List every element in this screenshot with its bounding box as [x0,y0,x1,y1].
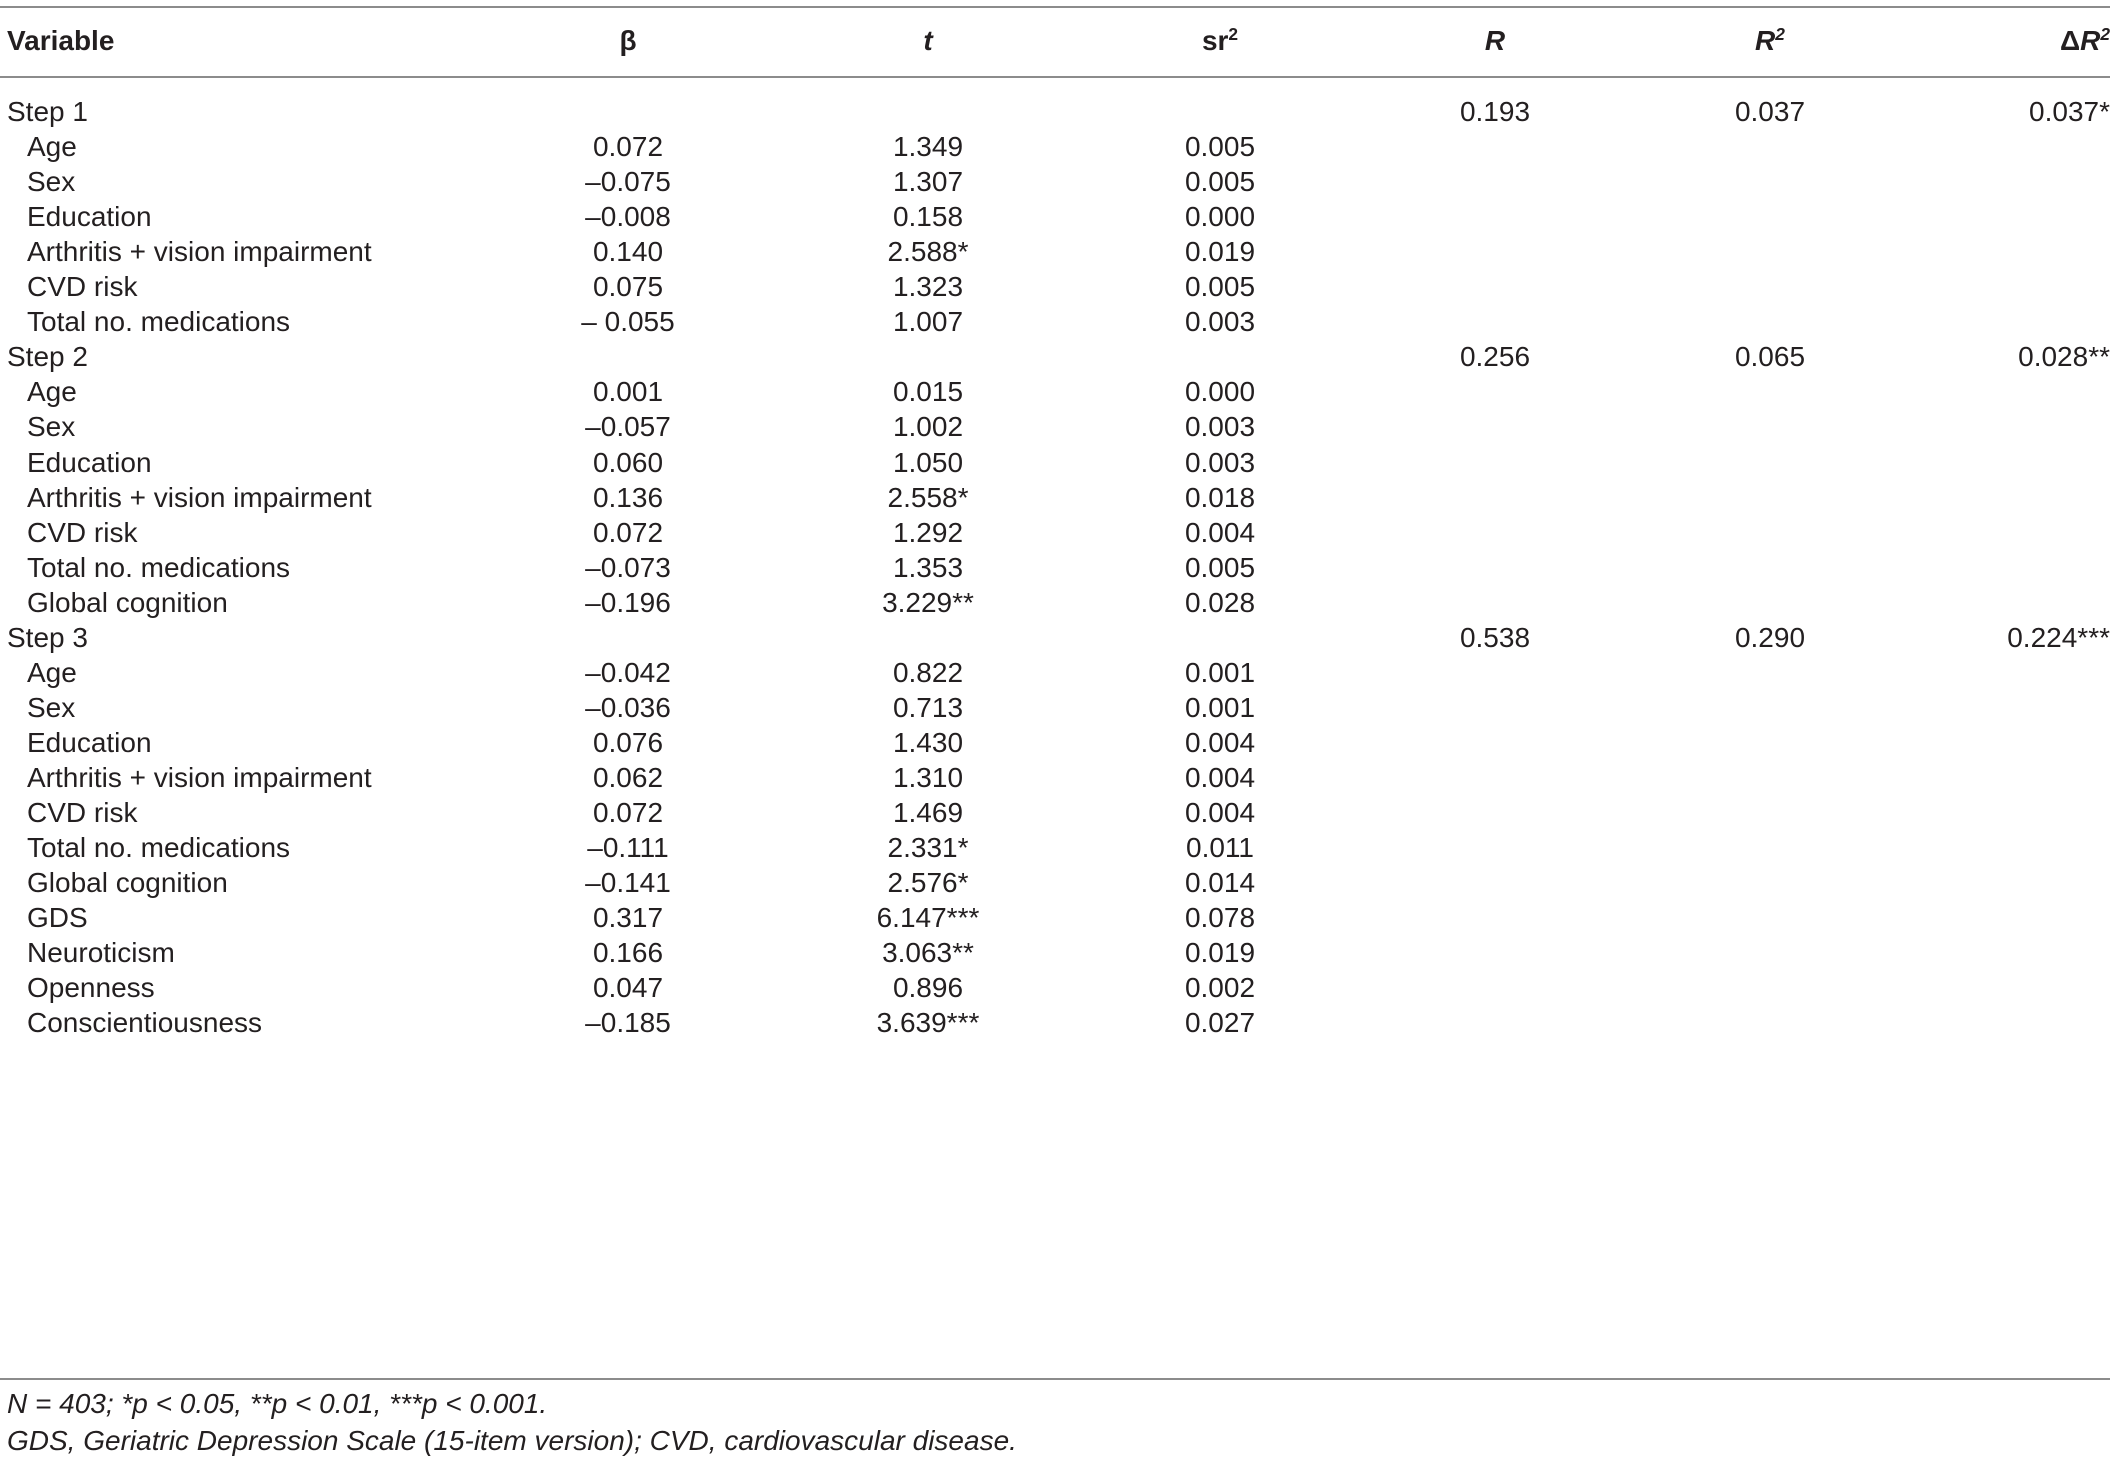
cell-t: 2.558* [887,481,969,513]
cell-sr2: 0.004 [1184,726,1256,758]
cell-beta: 0.072 [592,516,664,548]
cell-variable: Arthritis + vision impairment [27,236,372,268]
header-sr2-base: sr [1201,25,1229,56]
cell-variable: Sex [27,691,76,723]
cell-beta: –0.111 [587,832,669,864]
cell-beta: –0.185 [585,1007,671,1039]
cell-t: 0.713 [892,691,964,723]
header-R2-sup: 2 [1775,24,1785,45]
cell-t: 6.147*** [876,902,980,934]
cell-delta-R2: 0.037* [2029,96,2110,127]
cell-sr2: 0.005 [1184,271,1256,303]
header-delta-R2-sup: 2 [2100,24,2110,45]
cell-variable: Education [27,446,152,478]
cell-beta: 0.072 [592,797,664,828]
cell-variable: Education [27,201,152,233]
cell-beta: 0.062 [592,761,664,793]
cell-beta: 0.047 [592,972,664,1004]
cell-variable: CVD risk [27,516,138,548]
cell-variable: Arthritis + vision impairment [27,761,372,793]
cell-t: 1.323 [892,271,964,303]
cell-sr2: 0.014 [1184,867,1256,899]
cell-sr2: 0.000 [1184,376,1256,408]
header-delta-R2-base: R [2080,25,2101,56]
cell-R2: 0.065 [1734,341,1806,373]
cell-beta: –0.075 [585,166,671,198]
cell-t: 0.015 [892,376,964,408]
cell-t: 1.007 [892,306,964,338]
cell-R: 0.193 [1459,96,1531,127]
cell-variable: Step 2 [7,341,88,373]
cell-variable: Age [27,376,77,408]
cell-sr2: 0.001 [1184,656,1256,688]
cell-R: 0.538 [1459,621,1531,653]
cell-sr2: 0.028 [1184,586,1256,618]
header-sr2 [1100,17,1340,64]
cell-R [1375,999,1615,1046]
header-sr2-sup: 2 [1228,24,1239,45]
cell-sr2: 0.011 [1186,832,1254,864]
cell-R2: 0.290 [1734,621,1806,653]
cell-t: 1.002 [892,411,964,443]
cell-variable: Step 3 [7,621,88,653]
cell-sr2: 0.003 [1184,411,1256,443]
cell-delta-R2: 0.028** [2018,341,2110,373]
cell-variable: GDS [27,902,88,934]
cell-variable: Neuroticism [27,937,175,969]
cell-sr2: 0.000 [1184,201,1256,233]
header-R: R [1484,25,1506,56]
cell-beta: –0.196 [585,586,671,618]
cell-R: 0.256 [1459,341,1531,373]
cell-variable: Conscientiousness [27,1007,263,1039]
cell-beta: – 0.055 [581,306,675,338]
cell-t: 3.063** [882,937,974,969]
cell-delta-R2: 0.224*** [2007,621,2110,653]
cell-beta: –0.057 [585,411,671,443]
cell-t: 1.307 [892,166,964,198]
cell-sr2: 0.001 [1184,691,1256,723]
cell-sr2: 0.005 [1184,166,1256,198]
cell-R2: 0.037 [1734,96,1806,127]
cell-sr2: 0.018 [1184,481,1256,513]
cell-beta: 0.075 [592,271,664,303]
cell-t: 3.639*** [876,1007,980,1039]
cell-sr2: 0.027 [1184,1007,1256,1039]
cell-beta: –0.141 [585,867,671,899]
table-header-rule [0,76,2110,78]
cell-variable: Education [27,726,152,758]
cell-sr2: 0.005 [1184,551,1256,583]
cell-variable: Total no. medications [27,832,291,864]
header-delta-symbol: Δ [2059,25,2081,56]
header-delta-R2 [1870,17,2110,64]
header-variable: Variable [7,25,115,56]
cell-variable: Sex [27,166,76,198]
table-footnote-significance: N = 403; *p < 0.05, **p < 0.01, ***p < 0.001. [7,1388,548,1419]
cell-t: 2.576* [887,867,969,899]
cell-t: 1.310 [892,761,964,793]
cell-variable: Age [27,131,77,163]
cell-variable: Arthritis + vision impairment [27,481,372,513]
cell-sr2: 0.002 [1184,972,1256,1004]
cell-variable: Total no. medications [27,551,291,583]
cell-t: 1.349 [892,131,964,163]
cell-R2 [1650,999,1890,1046]
cell-sr2: 0.003 [1184,446,1256,478]
cell-t: 2.331* [887,832,969,864]
cell-beta: –0.073 [585,551,671,583]
cell-variable: Age [27,656,77,688]
cell-sr2: 0.004 [1184,761,1256,793]
cell-beta: 0.001 [592,376,664,408]
cell-variable: Openness [27,972,155,1004]
table-row [0,999,2118,1046]
cell-beta: 0.076 [592,726,664,758]
cell-sr2: 0.078 [1184,902,1256,934]
cell-t: 3.229** [882,586,974,618]
cell-t: 1.430 [892,726,964,758]
header-t: t [923,25,933,56]
cell-beta: 0.072 [592,131,664,163]
cell-variable: Global cognition [27,867,228,899]
cell-beta: –0.036 [585,691,671,723]
cell-beta: 0.166 [592,937,664,969]
cell-beta: 0.136 [592,481,664,513]
cell-variable: CVD risk [27,797,138,828]
cell-t: 0.822 [892,656,964,688]
cell-sr2: 0.019 [1184,236,1256,268]
cell-sr2: 0.019 [1184,937,1256,969]
cell-beta: 0.060 [592,446,664,478]
cell-sr2: 0.004 [1184,516,1256,548]
cell-t: 2.588* [887,236,969,268]
cell-t: 0.158 [892,201,964,233]
cell-sr2: 0.004 [1184,797,1256,828]
cell-variable: Global cognition [27,586,228,618]
cell-t: 1.050 [892,446,964,478]
cell-beta: 0.140 [592,236,664,268]
header-R2 [1650,17,1890,64]
cell-t: 1.469 [892,797,964,828]
cell-delta-R2 [1870,999,2110,1046]
cell-beta: 0.317 [592,902,664,934]
cell-variable: Sex [27,411,76,443]
table-header-row [0,17,2118,64]
header-beta: β [619,25,637,56]
cell-variable: Step 1 [7,96,88,127]
cell-t: 0.896 [892,972,964,1004]
table-bottom-rule [0,1378,2110,1380]
cell-variable: CVD risk [27,271,138,303]
cell-sr2: 0.005 [1184,131,1256,163]
cell-t: 1.353 [892,551,964,583]
table-top-rule [0,6,2110,8]
cell-sr2: 0.003 [1184,306,1256,338]
cell-variable: Total no. medications [27,306,291,338]
table-footnote-abbreviations: GDS, Geriatric Depression Scale (15-item version); CVD, cardiovascular disease. [7,1425,1017,1456]
header-R2-base: R [1755,25,1776,56]
cell-beta: –0.008 [585,201,671,233]
cell-beta: –0.042 [585,656,671,688]
cell-t: 1.292 [892,516,964,548]
